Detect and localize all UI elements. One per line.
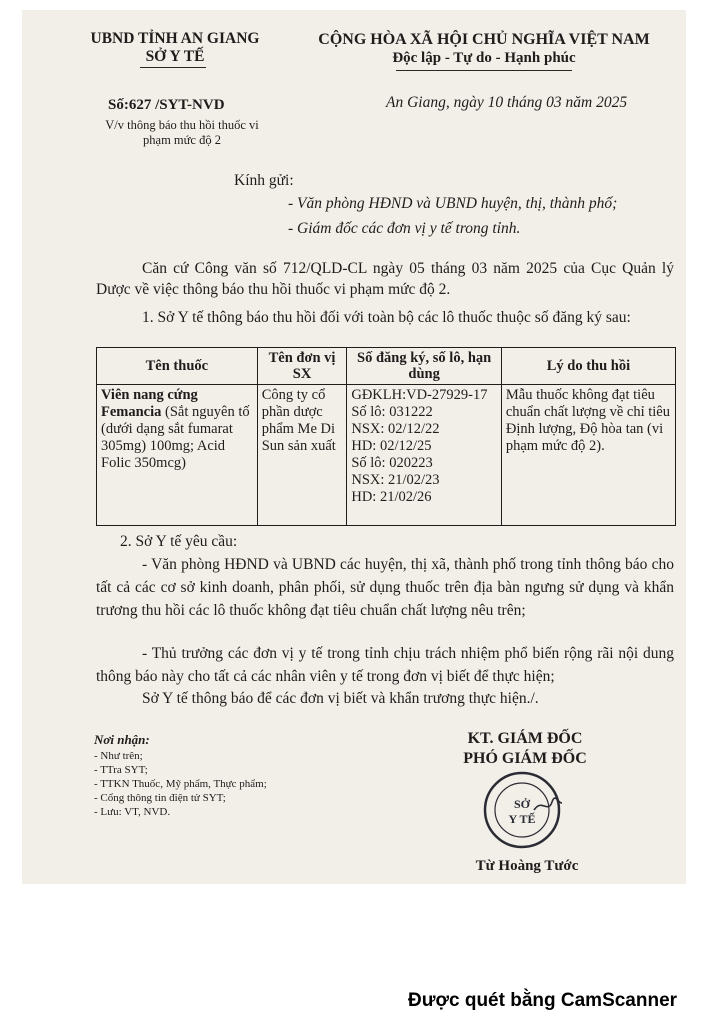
recall-table (96, 347, 676, 526)
document-subject: V/v thông báo thu hồi thuốc vi phạm mức độ 2 (105, 118, 259, 147)
recall-reason-cell: Mẫu thuốc không đạt tiêu chuẩn chất lượng về chỉ tiêu Định lượng, Độ hòa tan (vi phạm mức độ 2). (501, 385, 675, 526)
table-header-cell: Tên đơn vị SX (257, 348, 347, 385)
national-title: CỘNG HÒA XÃ HỘI CHỦ NGHĨA VIỆT NAM (318, 31, 650, 48)
document-page (22, 10, 686, 884)
recipient-item: - Văn phòng HĐND và UBND huyện, thị, thành phố; (288, 195, 618, 212)
motto-underline (396, 70, 572, 71)
basis-paragraph: Căn cứ Công văn số 712/QLD-CL ngày 05 tháng 03 năm 2025 của Cục Quản lý Dược về việc thông báo thu hồi thuốc vi phạm mức độ 2. (96, 260, 674, 298)
table-row (97, 385, 676, 526)
table-header-cell: Số đăng ký, số lô, hạn dùng (347, 348, 502, 385)
svg-text:Y TẾ: Y TẾ (508, 812, 536, 826)
recipients-list-item: - Lưu: VT, NVD. (94, 806, 171, 818)
recipient-item: - Giám đốc các đơn vị y tế trong tỉnh. (288, 220, 521, 237)
drug-detail: (Sắt nguyên tố (dưới dạng sắt fumarat 305mg) 100mg; Acid Folic 350mcg) (101, 404, 250, 471)
department-underline (140, 67, 206, 68)
registration-line: Số lô: 020223 (351, 455, 433, 471)
recipients-list-item: - Như trên; (94, 750, 143, 762)
request-paragraph: - Văn phòng HĐND và UBND các huyện, thị xã, thành phố trong tỉnh thông báo cho tất cả các cơ sở kinh doanh, phân phối, sử dụng thuốc trên địa bàn ngưng sử dụng và khẩn trương thu hồi các lô thuốc không đạt tiêu chuẩn chất lượng nêu trên; (96, 556, 674, 619)
manufacturer-cell: Công ty cổ phần dược phẩm Me Di Sun sản xuất (257, 385, 347, 526)
section-2-title: 2. Sở Y tế yêu cầu: (120, 533, 238, 550)
registration-line: NSX: 21/02/23 (351, 472, 440, 488)
recipients-list-item: - TTKN Thuốc, Mỹ phẩm, Thực phẩm; (94, 778, 267, 790)
agency-name: UBND TỈNH AN GIANG (90, 30, 260, 47)
registration-line: HD: 02/12/25 (351, 438, 432, 454)
greeting: Kính gửi: (234, 172, 294, 189)
registration-cell (347, 385, 502, 526)
closing-sentence: Sở Y tế thông báo để các đơn vị biết và khẩn trương thực hiện./. (142, 690, 539, 707)
scanner-watermark: Được quét bằng CamScanner (408, 990, 678, 1011)
national-motto: Độc lập - Tự do - Hạnh phúc (392, 50, 576, 66)
signature-title-line2: PHÓ GIÁM ĐỐC (463, 750, 587, 767)
recipients-list-title: Nơi nhận: (94, 732, 150, 747)
recipients-list-item: - TTra SYT; (94, 764, 148, 776)
recipients-list-item: - Cổng thông tin điện tử SYT; (94, 792, 226, 804)
registration-line: Số lô: 031222 (351, 404, 433, 420)
table-header-cell: Tên thuốc (97, 348, 258, 385)
registration-line: HD: 21/02/26 (351, 489, 432, 505)
signature-title-line1: KT. GIÁM ĐỐC (467, 730, 583, 747)
registration-line: NSX: 02/12/22 (351, 421, 440, 437)
svg-text:SỞ: SỞ (513, 797, 531, 811)
drug-name-cell (97, 385, 258, 526)
table-header-cell: Lý do thu hồi (501, 348, 675, 385)
department-name: SỞ Y TẾ (145, 48, 205, 65)
document-date: An Giang, ngày 10 tháng 03 năm 2025 (386, 94, 628, 111)
table-header-row (97, 348, 676, 385)
request-paragraph: - Thủ trưởng các đơn vị y tế trong tỉnh chịu trách nhiệm phổ biến rộng rãi nội dung thông báo này cho tất cả các nhân viên y tế trong đơn vị biết để thực hiện; (96, 645, 674, 685)
document-number: Số:627 /SYT-NVD (108, 97, 225, 113)
section-1-paragraph: 1. Sở Y tế thông báo thu hồi đối với toàn bộ các lô thuốc thuộc số đăng ký sau: (142, 309, 631, 326)
official-seal-stamp (482, 770, 562, 850)
drug-name: Viên nang cứng Femancia (101, 387, 198, 420)
registration-line: GĐKLH:VD-27929-17 (351, 387, 488, 403)
signer-name: Từ Hoàng Tước (475, 858, 579, 874)
